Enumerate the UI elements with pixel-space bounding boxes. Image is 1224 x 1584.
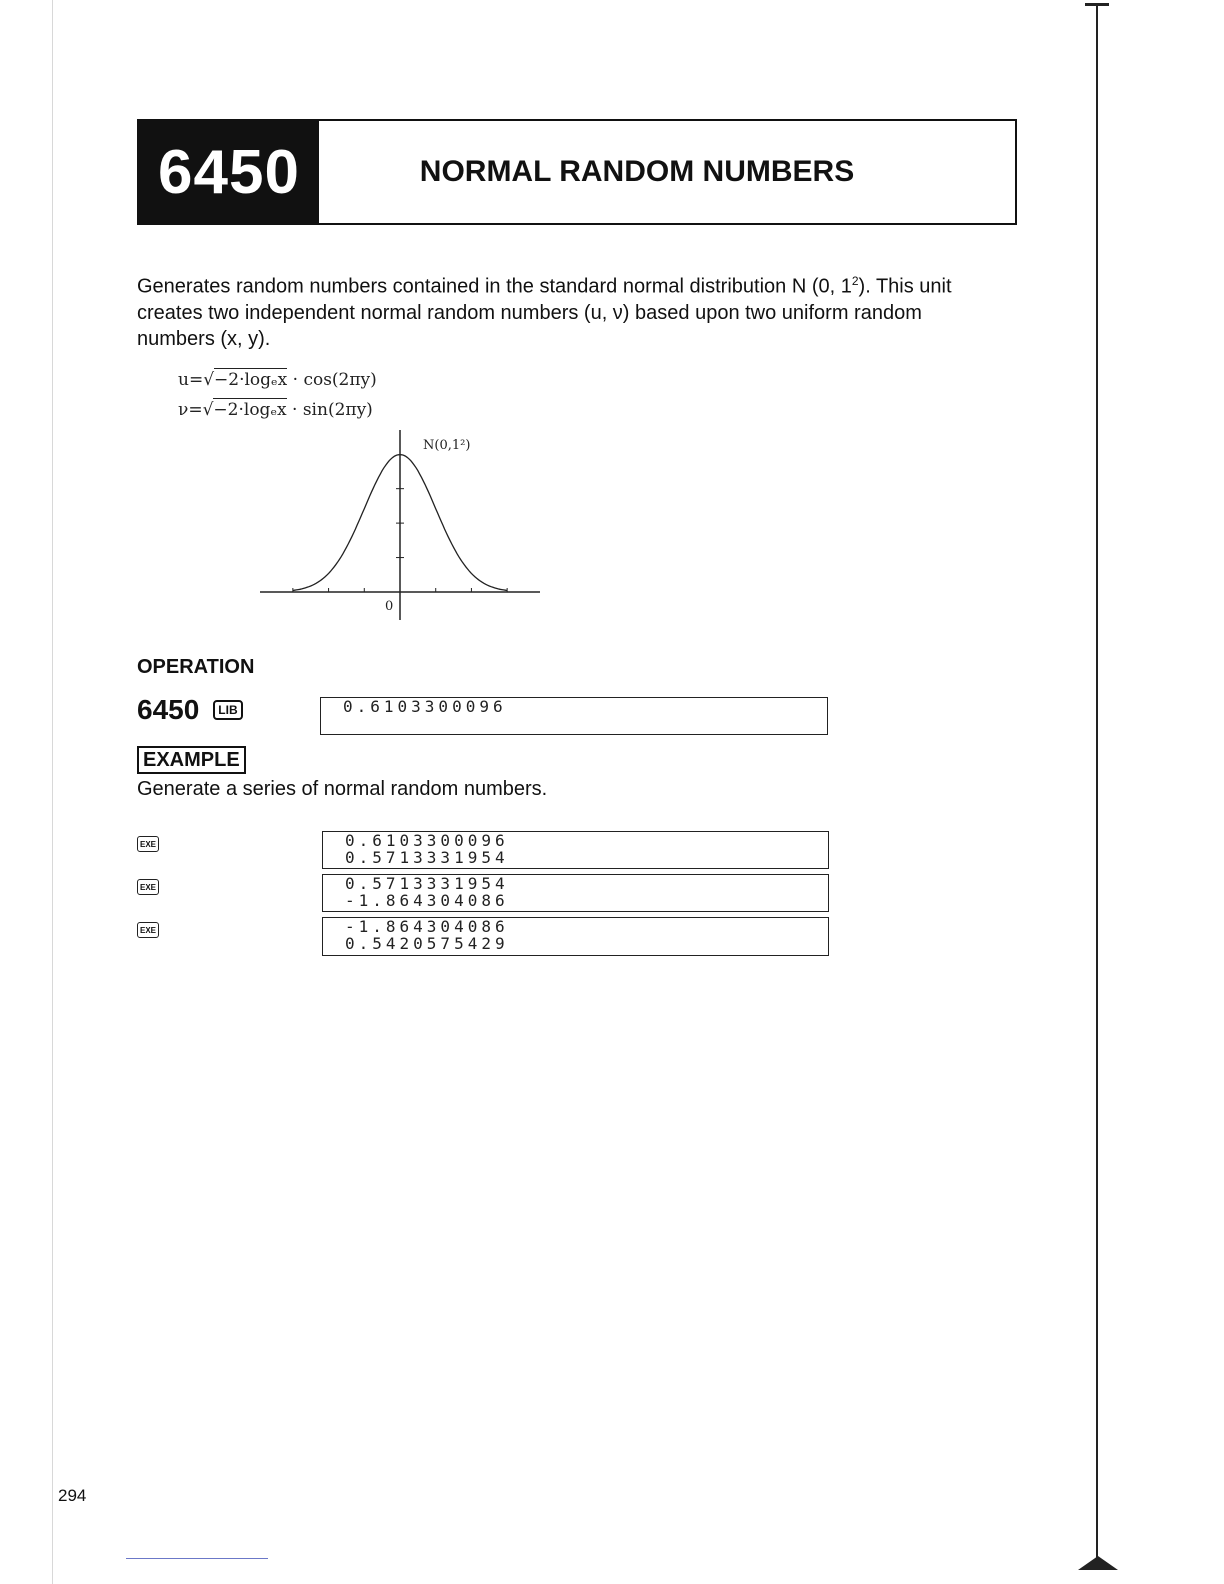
section-number: 6450 — [139, 121, 319, 223]
intro-superscript: 2 — [851, 274, 859, 288]
section-title: NORMAL RANDOM NUMBERS — [419, 155, 855, 188]
formula-v-arg: −2·logₑx — [213, 400, 287, 420]
formula-v — [178, 400, 373, 420]
formula-u-eq: =√ — [188, 370, 215, 390]
normal-distribution-chart — [255, 425, 555, 625]
operation-display — [320, 697, 828, 735]
intro-line-2: creates two independent normal random numbers (u, ν) based upon two uniform random — [137, 301, 922, 324]
formula-v-eq: =√ — [188, 400, 214, 420]
operation-command — [137, 694, 243, 726]
example-display-2 — [322, 874, 829, 912]
example-badge: EXAMPLE — [137, 746, 246, 774]
example-display-1 — [322, 831, 829, 869]
exe-key-icon: EXE — [137, 879, 159, 895]
intro-line-1-end: ). This unit — [858, 275, 952, 298]
example-description: Generate a series of normal random numbers. — [137, 778, 548, 800]
example-display-1-line-1: 0.6103300096 — [345, 831, 509, 850]
origin-label: 0 — [385, 599, 394, 614]
example-display-3-line-1: -1.864304086 — [345, 917, 509, 936]
formula-v-lhs: ν — [178, 400, 189, 420]
operation-program-number: 6450 — [137, 694, 200, 725]
intro-line-1 — [137, 268, 1017, 300]
formula-v-rest: · sin(2πy) — [286, 400, 373, 420]
lib-key-icon: LIB — [213, 700, 242, 720]
curve-label: N(0,1²) — [423, 438, 471, 453]
page-number: 294 — [58, 1486, 87, 1505]
example-display-3-line-2: 0.5420575429 — [345, 934, 509, 953]
formula-u-lhs: u — [178, 370, 189, 390]
binding-bottom-mark — [1078, 1556, 1118, 1570]
intro-paragraph — [137, 268, 1017, 352]
formula-u-arg: −2·logₑx — [214, 370, 288, 390]
exe-key-icon: EXE — [137, 836, 159, 852]
intro-line-3: numbers (x, y). — [137, 327, 271, 350]
section-header — [137, 119, 1017, 225]
exe-key-icon: EXE — [137, 922, 159, 938]
bottom-rule — [126, 1558, 268, 1559]
binding-line — [1096, 6, 1098, 1566]
formula-u — [178, 370, 377, 390]
left-margin-line — [52, 0, 53, 1584]
example-display-1-line-2: 0.5713331954 — [345, 848, 509, 867]
formula-u-rest: · cos(2πy) — [287, 370, 377, 390]
example-display-3 — [322, 917, 829, 956]
operation-display-value: 0.6103300096 — [343, 697, 507, 716]
example-display-2-line-1: 0.5713331954 — [345, 874, 509, 893]
intro-line-1-text: Generates random numbers contained in the standard normal distribution N (0, 1 — [137, 275, 852, 298]
example-display-2-line-2: -1.864304086 — [345, 891, 509, 910]
operation-heading: OPERATION — [137, 656, 255, 678]
